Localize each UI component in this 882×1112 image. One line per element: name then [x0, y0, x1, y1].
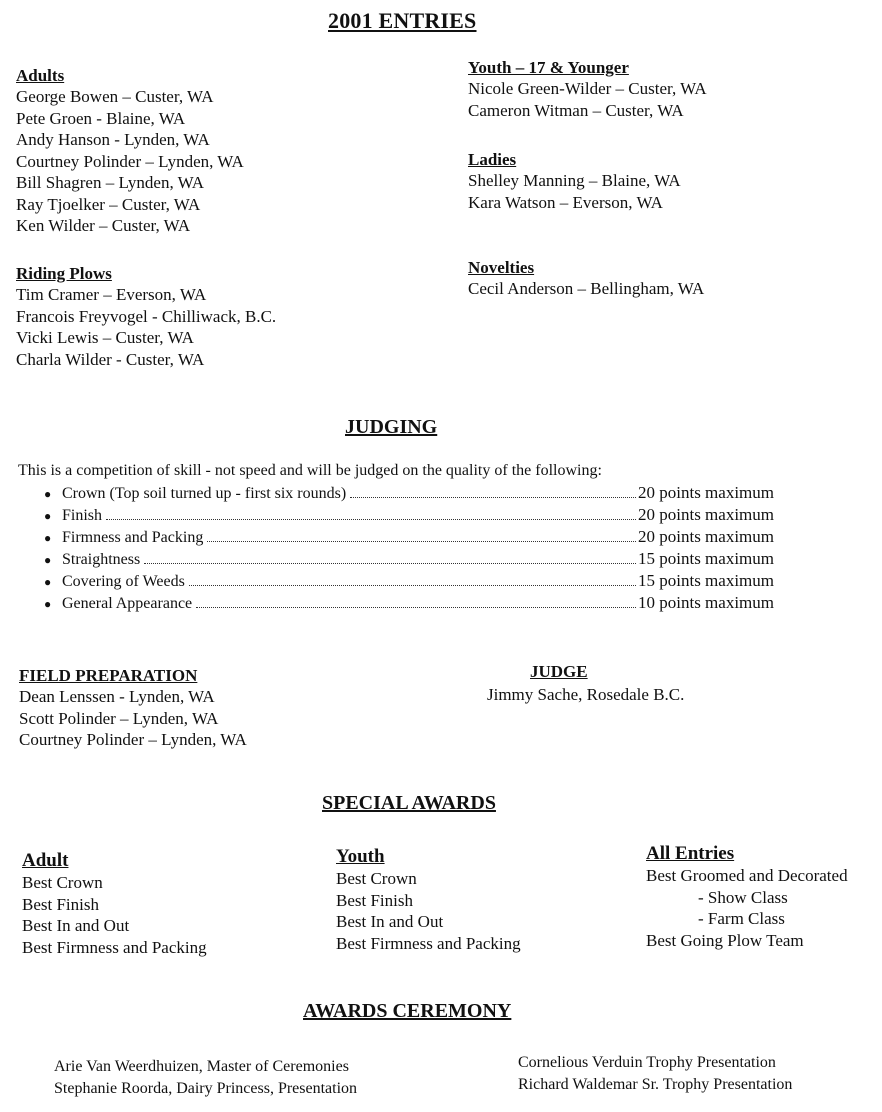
- youth-list: [468, 78, 707, 121]
- list-item: Kara Watson – Everson, WA: [468, 192, 663, 212]
- judging-heading: JUDGING: [345, 416, 438, 438]
- dot-leader: [144, 563, 636, 564]
- criterion-label: Covering of Weeds: [62, 573, 185, 590]
- criterion-label: Firmness and Packing: [62, 529, 204, 546]
- riding-plows-list: [16, 284, 276, 370]
- youth-section: [468, 58, 707, 121]
- ladies-section: [468, 150, 681, 213]
- judge-name: Jimmy Sache, Rosedale B.C.: [487, 685, 685, 704]
- list-item: Shelley Manning – Blaine, WA: [468, 171, 681, 190]
- list-item: Best Firmness and Packing: [336, 933, 521, 953]
- adults-list: [16, 86, 244, 237]
- awards-ceremony-heading: AWARDS CEREMONY: [303, 1000, 512, 1022]
- adults-heading: Adults: [16, 66, 65, 85]
- novelties-heading: Novelties: [468, 258, 535, 277]
- criterion-row: [44, 505, 774, 525]
- criterion-label: General Appearance: [62, 595, 193, 612]
- bullet-icon: ●: [44, 553, 52, 567]
- list-item: Tim Cramer – Everson, WA: [16, 285, 207, 304]
- list-item: Arie Van Weerdhuizen, Master of Ceremonies: [54, 1058, 349, 1075]
- list-item: Best Going Plow Team: [646, 930, 804, 950]
- bullet-icon: ●: [44, 531, 52, 545]
- novelties-section: [468, 258, 704, 300]
- judging-intro: This is a competition of skill - not speed and will be judged on the quality of the following:: [18, 462, 602, 479]
- dot-leader: [207, 541, 636, 542]
- dot-leader: [350, 497, 636, 498]
- adult-awards-list: [22, 872, 207, 958]
- youth-heading: Youth – 17 & Younger: [468, 58, 629, 77]
- list-item: Vicki Lewis – Custer, WA: [16, 328, 194, 347]
- bullet-icon: ●: [44, 575, 52, 589]
- dot-leader: [189, 585, 636, 586]
- ladies-heading: Ladies: [468, 150, 517, 169]
- list-item: Cecil Anderson – Bellingham, WA: [468, 279, 705, 298]
- list-item: Nicole Green-Wilder – Custer, WA: [468, 79, 707, 98]
- list-item: Francois Freyvogel - Chilliwack, B.C.: [16, 306, 277, 326]
- riding-plows-heading: Riding Plows: [16, 264, 112, 283]
- list-item: Dean Lenssen - Lynden, WA: [19, 687, 215, 706]
- criterion-label: Crown (Top soil turned up - first six rounds): [62, 485, 347, 502]
- criterion-row: [44, 527, 774, 547]
- list-item: Ray Tjoelker – Custer, WA: [16, 194, 201, 214]
- list-item: Cameron Witman – Custer, WA: [468, 100, 684, 120]
- criterion-points: 20 points maximum: [638, 483, 774, 502]
- list-item: Best Groomed and Decorated: [646, 866, 848, 885]
- adult-awards-heading: Adult: [22, 850, 69, 871]
- criterion-row: [44, 549, 774, 569]
- criterion-label: Finish: [62, 507, 103, 524]
- youth-awards-list: [336, 868, 521, 954]
- list-item: Charla Wilder - Custer, WA: [16, 349, 205, 369]
- criterion-row: [44, 571, 774, 591]
- criterion-points: 15 points maximum: [638, 549, 774, 568]
- list-item: Best In and Out: [22, 916, 130, 935]
- field-preparation-heading: FIELD PREPARATION: [19, 666, 198, 685]
- criterion-label: Straightness: [62, 551, 141, 568]
- list-item: Courtney Polinder – Lynden, WA: [16, 151, 244, 171]
- all-entries-awards-column: [646, 843, 848, 951]
- list-item: Courtney Polinder – Lynden, WA: [19, 730, 247, 749]
- page-title: 2001 ENTRIES: [328, 8, 477, 33]
- youth-awards-column: [336, 846, 521, 954]
- dot-leader: [196, 607, 636, 608]
- ceremony-right-column: [518, 1052, 792, 1095]
- list-item: - Farm Class: [698, 909, 785, 928]
- list-item: Best Finish: [336, 890, 413, 910]
- list-item: Scott Polinder – Lynden, WA: [19, 708, 219, 728]
- novelties-list: [468, 278, 704, 300]
- bullet-icon: ●: [44, 509, 52, 523]
- ladies-list: [468, 170, 681, 213]
- field-preparation-list: [19, 686, 247, 751]
- criterion-points: 20 points maximum: [638, 527, 774, 546]
- list-item: George Bowen – Custer, WA: [16, 87, 214, 106]
- list-item: Best In and Out: [336, 912, 444, 931]
- special-awards-heading: SPECIAL AWARDS: [322, 792, 496, 814]
- all-entries-heading: All Entries: [646, 843, 735, 864]
- list-item: Bill Shagren – Lynden, WA: [16, 173, 205, 192]
- list-item: - Show Class: [698, 887, 788, 907]
- bullet-icon: ●: [44, 487, 52, 501]
- list-item: Cornelious Verduin Trophy Presentation: [518, 1054, 776, 1071]
- all-entries-list: [646, 865, 848, 951]
- judge-heading: JUDGE: [530, 662, 588, 681]
- bullet-icon: ●: [44, 597, 52, 611]
- dot-leader: [106, 519, 636, 520]
- adults-section: [16, 66, 244, 237]
- list-item: Andy Hanson - Lynden, WA: [16, 130, 210, 149]
- riding-plows-section: [16, 264, 276, 370]
- criterion-row: [44, 593, 774, 613]
- youth-awards-heading: Youth: [336, 846, 385, 867]
- field-preparation-section: [19, 666, 247, 751]
- list-item: Best Finish: [22, 894, 99, 914]
- criterion-points: 10 points maximum: [638, 593, 774, 612]
- list-item: Best Firmness and Packing: [22, 937, 207, 957]
- criterion-row: [44, 483, 774, 503]
- criterion-points: 15 points maximum: [638, 571, 774, 590]
- adult-awards-column: [22, 850, 207, 958]
- ceremony-left-column: [54, 1056, 357, 1099]
- list-item: Richard Waldemar Sr. Trophy Presentation: [518, 1075, 793, 1093]
- list-item: Ken Wilder – Custer, WA: [16, 216, 191, 235]
- list-item: Best Crown: [22, 873, 103, 892]
- criterion-points: 20 points maximum: [638, 505, 774, 524]
- list-item: Stephanie Roorda, Dairy Princess, Presentation: [54, 1079, 358, 1097]
- list-item: Best Crown: [336, 869, 417, 888]
- list-item: Pete Groen - Blaine, WA: [16, 108, 186, 128]
